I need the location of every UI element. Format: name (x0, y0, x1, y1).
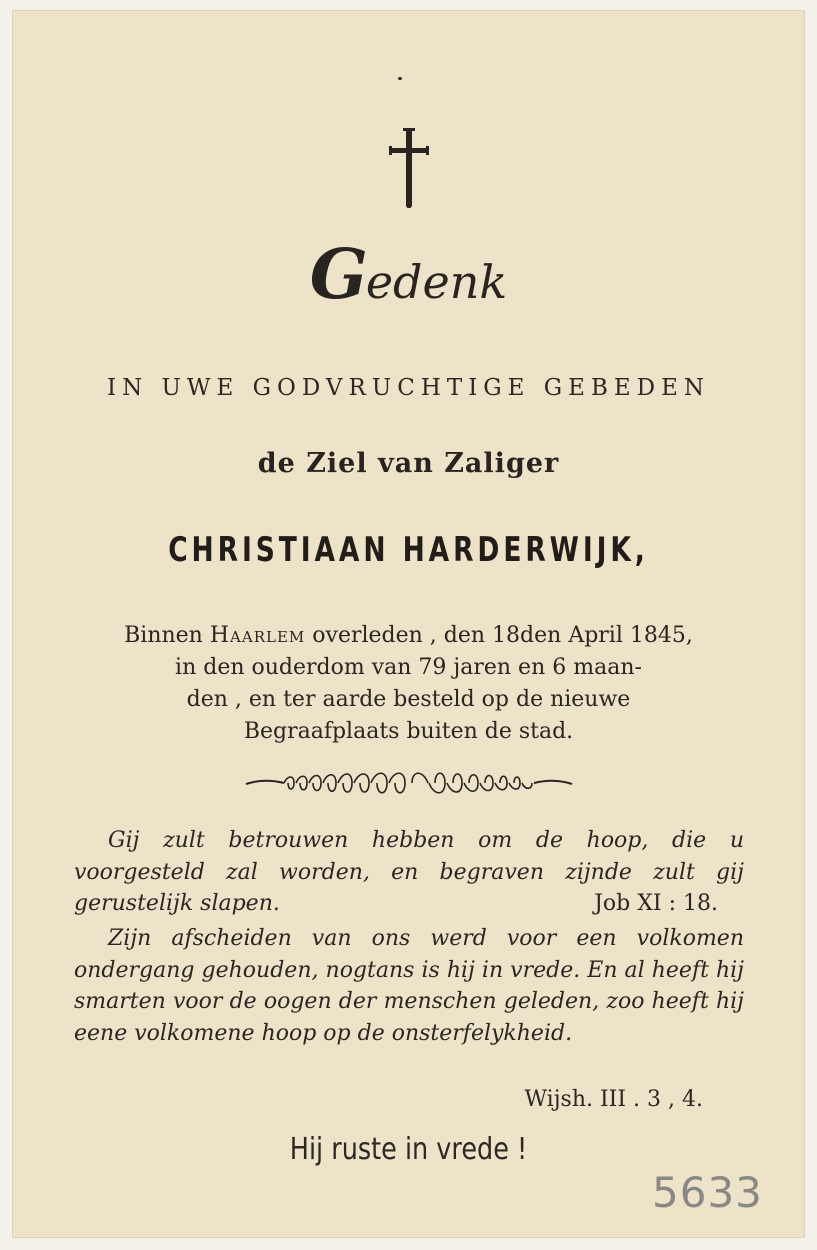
death-details-line3: den , en ter aarde besteld op de nieuwe (186, 687, 631, 712)
death-details-line1: Binnen Haarlem overleden , den 18den April 1845, (124, 623, 693, 648)
verse-wisdom (74, 923, 744, 1049)
heading-gedenk (12, 235, 805, 315)
death-details (12, 620, 805, 748)
deceased-name: CHRISTIAAN HARDERWIJK, (168, 530, 649, 570)
death-details-line4: Begraafplaats buiten de stad. (243, 719, 574, 744)
closing-line: Hij ruste in vrede ! (289, 1132, 528, 1167)
ink-speck (398, 77, 402, 80)
place-name: Haarlem (209, 623, 306, 648)
soul-line: de Ziel van Zaliger (257, 448, 560, 479)
memorial-card (12, 10, 805, 1238)
cross-icon (12, 128, 805, 212)
verse-wisdom-reference: Wijsh. III . 3 , 4. (524, 1087, 703, 1112)
subheading: IN UWE GODVRUCHTIGE GEBEDEN (107, 375, 710, 401)
scroll-ornament-icon (12, 768, 805, 802)
heading-rest: edenk (365, 255, 508, 309)
heading-initial: G (309, 235, 366, 315)
verse-job-reference: Job XI : 18. (594, 891, 718, 916)
verse-job-text: Gij zult betrouwen hebben om de hoop, die u voorgesteld zal worden, en begraven zijnde zult gij gerustelijk slapen. (74, 828, 744, 916)
verse-job (74, 825, 744, 920)
archive-number: 5633 (652, 1168, 763, 1217)
death-details-line2: in den ouderdom van 79 jaren en 6 maan- (175, 655, 642, 680)
verse-wisdom-text: Zijn afscheiden van ons werd voor een volkomen ondergang gehouden, nogtans is hij in vrede. En al heeft hij smarten voor de oogen der menschen geleden, zoo heeft hij eene volkomene hoop op de onsterfelykheid. (74, 926, 744, 1046)
